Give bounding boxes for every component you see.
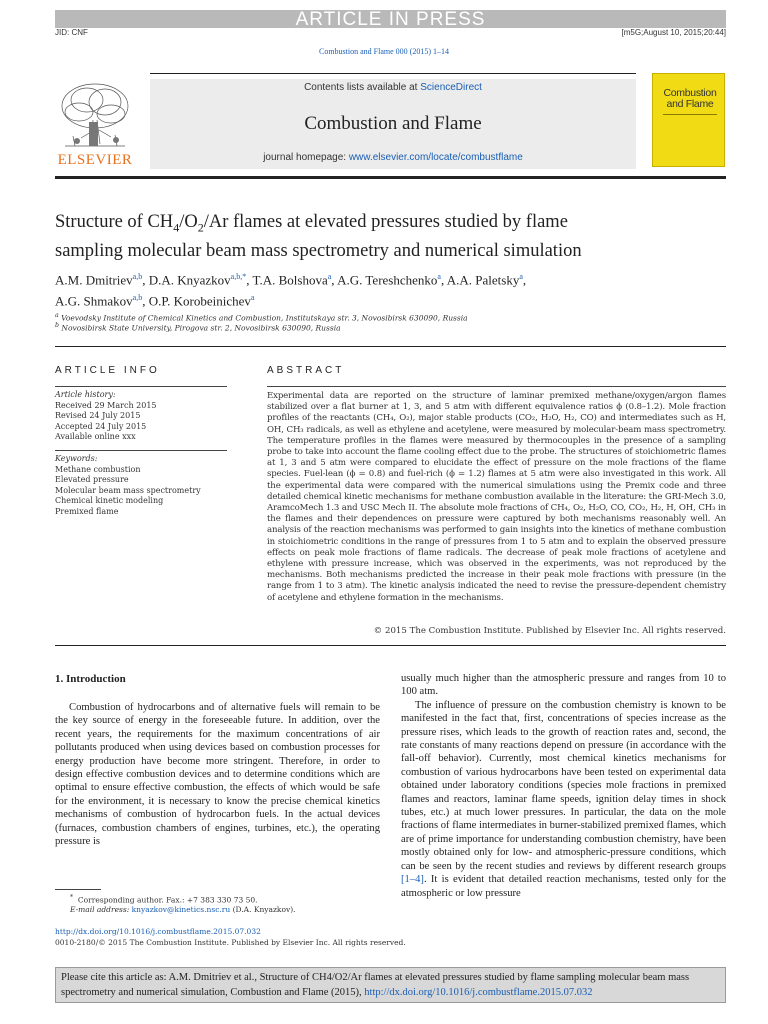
- history-revised: Revised 24 July 2015: [55, 411, 141, 420]
- author-affiliation-mark[interactable]: a: [250, 293, 255, 303]
- citation-text: Please cite this article as: A.M. Dmitriev et al., Structure of CH4/O2/Ar flames at elevated pressures studied by flame sampling molecular beam mass spectrometry and numerical simulation, Combustion and Flame (2015),: [61, 972, 690, 998]
- cover-divider: [663, 114, 717, 115]
- history-received: Received 29 March 2015: [55, 400, 157, 410]
- header-divider: [55, 346, 726, 347]
- title-line-2: sampling molecular beam mass spectrometry and numerical simulation: [55, 240, 582, 261]
- masthead-top-rule: [150, 73, 636, 74]
- section-heading-introduction: 1. Introduction: [55, 673, 126, 685]
- keywords-rule: [55, 450, 227, 451]
- build-stamp: [m5G;August 10, 2015;20:44]: [621, 28, 726, 37]
- keyword: Chemical kinetic modeling: [55, 496, 164, 505]
- keywords-label: Keywords:: [55, 454, 98, 463]
- keyword: Molecular beam mass spectrometry: [55, 485, 201, 495]
- history-label: Article history:: [55, 390, 116, 399]
- history-online: Available online xxx: [55, 432, 136, 441]
- author-affiliation-mark[interactable]: a,b: [132, 293, 143, 303]
- author-separator: ,: [331, 272, 338, 288]
- sciencedirect-link[interactable]: ScienceDirect: [420, 82, 482, 93]
- author-name: A.G. Tereshchenko: [337, 272, 438, 288]
- title-part-a: Structure of CH: [55, 212, 174, 232]
- author-affiliation-mark[interactable]: a: [327, 272, 332, 281]
- affiliation-mark: b: [55, 322, 60, 329]
- author-separator: ,: [440, 272, 447, 288]
- citation-box: [55, 967, 726, 1003]
- keyword: Methane combustion: [55, 464, 141, 474]
- author-name: A.G. Shmakov: [55, 293, 133, 309]
- keyword: Premixed flame: [55, 506, 119, 516]
- title-part-b: /O: [179, 212, 198, 232]
- author-name: T.A. Bolshova: [252, 272, 328, 288]
- author-separator: ,: [142, 293, 149, 309]
- affiliation-a: [55, 312, 468, 323]
- body-paragraph: [401, 699, 726, 900]
- body-paragraph: usually much higher than the atmospheric pressure and ranges from 10 to 100 atm.: [401, 673, 726, 698]
- footnote-rule: [55, 889, 101, 890]
- homepage-link[interactable]: www.elsevier.com/locate/combustflame: [348, 152, 523, 163]
- homepage-line: [150, 152, 636, 163]
- doi-link[interactable]: http://dx.doi.org/10.1016/j.combustflame.2015.07.032: [55, 927, 261, 936]
- abstract-text: Experimental data are reported on the structure of laminar premixed methane/oxygen/argon flames stabilized over a flat burner at 1, 3, and 5 atm with different equivalence ratios ϕ (0.8–1.2). Mole fraction profiles of the reactants (CH₄, O₂), major stable products (CO₂, H₂O, H₂, CO) and intermediates such as H, OH, CH₃ radicals, as well as ethylene and acetylene, were measured by molecular-beam mass spectrometry. The temperature profiles in the flames were measured by thermocouples in the presence of a sampling probe to take into account the flame cooling effect due to the probe. The structures of stoichiometric flames at 1, 3 and 5 atm were compared to elucidate the effect of pressure on the mole fractions of the flame species. Fuel-lean (ϕ = 0.8) and fuel-rich (ϕ = 1.2) flames at 5 atm were also investigated in this work. All the experimental data were compared with the numerical simulations using the Premix code and three detailed chemical kinetic mechanisms for methane combustion available in the literature: the GRI-Mech 3.0, AramcoMech 1.3 and USC Mech II. The absolute mole fractions of CH₄, O₂, H₂O, CO, CO₂, H₂, H, OH, CH₃ in the flames and their dependences on pressure were captured by both mechanisms reasonably well. An analysis of the reaction mechanisms was performed to gain insights into the kinetics of methane combustion in stoichiometric conditions in the range of pressures from 1 to 5 atm and to explain the observed pressure effects on peak mole fractions of flame radicals. The decrease of peak mole fractions of acetylene and ethylene with pressure increase, which was observed in the experiments, was not reproduced by the mechanisms. Both mechanisms predicted the increase in their peak mole fractions with pressure (in the range from 1 to 3 atm). The kinetic analysis indicated the need to revise the pressure-dependent chemistry of acetylene and ethylene formation in the mechanisms.: [267, 391, 726, 603]
- article-title: [55, 211, 735, 263]
- body-column-left: [55, 701, 380, 848]
- body-column-right: [401, 672, 726, 900]
- journal-cover-thumbnail[interactable]: [652, 73, 725, 167]
- body-divider: [55, 645, 726, 646]
- paragraph-text: . It is evident that detailed reaction mechanisms, tested only for the atmospheric or low pressure: [401, 874, 726, 899]
- body-paragraph: Combustion of hydrocarbons and of alternative fuels will remain to be the key source of energy in the foreseeable future. In addition, over the recent years, the requirements for the maximum concentrations of air pollutants produced when using devices based on combustion processes for energy production have become more stringent. Therefore, in order to design effective combustion devices and to determine conditions which are optimal to ensure effective combustion, the effects of which would be safe for the environment, it is necessary to know the precise chemical kinetics mechanisms of combustion of hydrocarbon fuels. In the actual devices (furnaces, combustion chambers of engines, turbines, etc.), the operating pressure is: [55, 702, 380, 848]
- journal-reference-link[interactable]: Combustion and Flame 000 (2015) 1–14: [319, 47, 449, 56]
- affiliation-b: [55, 322, 341, 333]
- article-info-heading: ARTICLE INFO: [55, 365, 160, 376]
- corresponding-text: Corresponding author. Fax.: +7 383 330 73 50.: [77, 895, 258, 905]
- history-accepted: Accepted 24 July 2015: [55, 421, 147, 431]
- author-affiliation-mark[interactable]: a,b: [132, 272, 143, 281]
- journal-title: Combustion and Flame: [304, 113, 482, 134]
- footnote-mark: *: [70, 894, 74, 901]
- author-affiliation-mark[interactable]: a: [437, 272, 441, 281]
- reference-link[interactable]: [1–4]: [401, 874, 424, 886]
- issn-line: 0010-2180/© 2015 The Combustion Institute. Published by Elsevier Inc. All rights reserved.: [55, 938, 406, 947]
- abstract-copyright: © 2015 The Combustion Institute. Published by Elsevier Inc. All rights reserved.: [373, 626, 726, 636]
- author-name: A.A. Paletsky: [446, 272, 520, 288]
- contents-prefix: Contents lists available at: [304, 82, 421, 93]
- author-affiliation-mark[interactable]: a,b,*: [230, 272, 247, 281]
- author-name: D.A. Knyazkov: [148, 272, 231, 288]
- publisher-name: ELSEVIER: [57, 152, 133, 168]
- author-name: O.P. Korobeinichev: [148, 293, 251, 309]
- paragraph-text: The influence of pressure on the combustion chemistry is known to be manifested in the fact that, first, concentrations of species increase as the pressure rises, which leads to the growth of reaction rates and, second, the rate constants of many reactions depend on pressure (in accordance with the fall-off behavior). Currently, most chemical kinetics mechanisms for combustion of various hydrocarbons have been tested on experimental data obtained under laboratory conditions (species mole fractions in premixed flames and reactors, laminar flame speeds, ignition delay times in shock tubes, etc.) at much lower pressures. In particular, the data on the mole fractions of flame intermediates in burner-stabilized premixed flames, which are of prime importance for understanding combustion chemistry, have been mostly obtained only for low- and atmospheric-pressure conditions, which can be seen by the recent studies and reviews by different research groups: [401, 699, 726, 872]
- keyword: Elevated pressure: [55, 475, 129, 484]
- masthead-bottom-rule: [55, 176, 726, 179]
- title-subscript-2: 2: [197, 220, 204, 235]
- cover-title-line1: Combustion: [663, 87, 717, 99]
- email-note: [70, 905, 296, 914]
- jid-label: JID: CNF: [55, 28, 88, 37]
- author-separator: ,: [246, 272, 253, 288]
- title-subscript-4: 4: [173, 220, 180, 235]
- affiliation-text: Voevodsky Institute of Chemical Kinetics and Combustion, Institutskaya str. 3, Novosibirsk 630090, Russia: [61, 313, 468, 323]
- author-list: [55, 268, 735, 311]
- email-link[interactable]: knyazkov@kinetics.nsc.ru: [131, 905, 231, 914]
- abstract-rule: [267, 386, 726, 387]
- citation-doi-link[interactable]: http://dx.doi.org/10.1016/j.combustflame.2015.07.032: [364, 987, 593, 998]
- affiliation-text: Novosibirsk State University, Pirogova str. 2, Novosibirsk 630090, Russia: [61, 323, 341, 333]
- cover-title: [657, 88, 723, 110]
- email-label: E-mail address:: [70, 905, 130, 914]
- email-suffix: (D.A. Knyazkov).: [230, 905, 296, 914]
- author-name: A.M. Dmitriev: [55, 272, 133, 288]
- article-in-press-banner: ARTICLE IN PRESS: [55, 10, 726, 28]
- corresponding-author-note: [70, 894, 258, 905]
- affiliation-mark: a: [55, 312, 59, 319]
- author-separator: ,: [142, 272, 149, 288]
- article-info-rule: [55, 386, 227, 387]
- contents-line: [150, 82, 636, 93]
- author-separator: ,: [522, 272, 527, 288]
- keywords: [55, 454, 227, 517]
- cover-title-line2: and Flame: [666, 98, 714, 110]
- article-history: [55, 390, 227, 443]
- author-affiliation-mark[interactable]: a: [519, 272, 523, 281]
- title-part-c: /Ar flames at elevated pressures studied by flame: [203, 212, 568, 232]
- homepage-prefix: journal homepage:: [263, 152, 349, 163]
- abstract-heading: ABSTRACT: [267, 365, 345, 376]
